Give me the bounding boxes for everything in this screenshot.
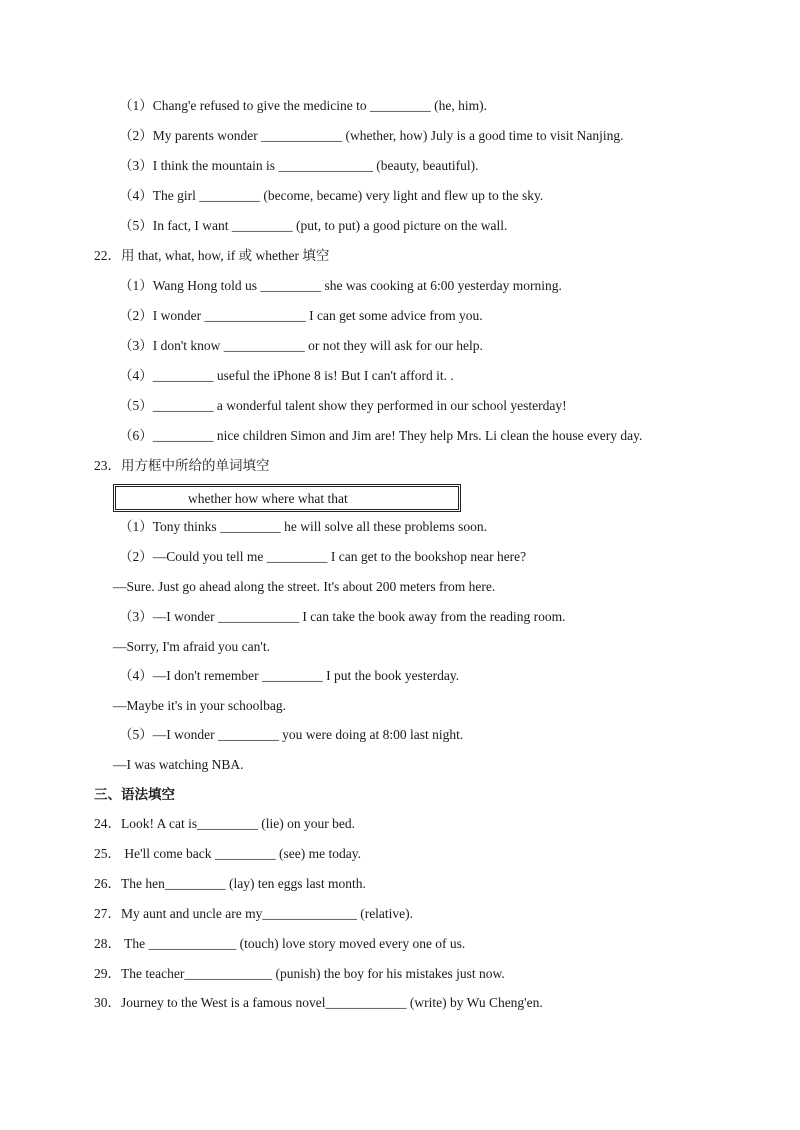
question-line: 28． The _____________ (touch) love story moved every one of us. xyxy=(94,936,466,951)
word-bank-box xyxy=(113,484,461,512)
question-line: （2）I wonder _______________ I can get some advice from you. xyxy=(119,308,483,323)
question-line: （4）The girl _________ (become, became) very light and flew up to the sky. xyxy=(119,188,544,203)
question-line: 26．The hen_________ (lay) ten eggs last month. xyxy=(94,876,366,891)
word-bank-words: whether how where what that xyxy=(188,491,348,506)
question-line: （3）I don't know ____________ or not they will ask for our help. xyxy=(119,338,483,353)
question-line: —Sure. Just go ahead along the street. It's about 200 meters from here. xyxy=(113,579,496,594)
question-line: 29．The teacher_____________ (punish) the boy for his mistakes just now. xyxy=(94,966,505,981)
question-line: （5）In fact, I want _________ (put, to put) a good picture on the wall. xyxy=(119,218,508,233)
question-line: （1）Tony thinks _________ he will solve all these problems soon. xyxy=(119,519,488,534)
question-line: （4）_________ useful the iPhone 8 is! But I can't afford it. . xyxy=(119,368,454,383)
question-line: （4）—I don't remember _________ I put the book yesterday. xyxy=(119,668,460,683)
question-line: 25． He'll come back _________ (see) me today. xyxy=(94,846,361,861)
question-line: —I was watching NBA. xyxy=(113,757,244,772)
question-line: —Sorry, I'm afraid you can't. xyxy=(113,639,270,654)
question-line: 22．用 that, what, how, if 或 whether 填空 xyxy=(94,248,330,263)
question-line: 27．My aunt and uncle are my______________ (relative). xyxy=(94,906,414,921)
question-line: （2）—Could you tell me _________ I can get to the bookshop near here? xyxy=(119,549,527,564)
question-line: 30．Journey to the West is a famous novel____________ (write) by Wu Cheng'en. xyxy=(94,995,543,1010)
question-line: （5）—I wonder _________ you were doing at 8:00 last night. xyxy=(119,727,464,742)
question-line: 24．Look! A cat is_________ (lie) on your bed. xyxy=(94,816,355,831)
question-line: （3）—I wonder ____________ I can take the book away from the reading room. xyxy=(119,609,566,624)
question-line: （6）_________ nice children Simon and Jim are! They help Mrs. Li clean the house every day. xyxy=(119,428,643,443)
question-line: （1）Wang Hong told us _________ she was cooking at 6:00 yesterday morning. xyxy=(119,278,562,293)
question-line: （3）I think the mountain is ______________ (beauty, beautiful). xyxy=(119,158,479,173)
question-line: （5）_________ a wonderful talent show they performed in our school yesterday! xyxy=(119,398,567,413)
question-line: （2）My parents wonder ____________ (whether, how) July is a good time to visit Nanjing. xyxy=(119,128,624,143)
question-line: —Maybe it's in your schoolbag. xyxy=(113,698,287,713)
question-line: 23．用方框中所给的单词填空 xyxy=(94,458,270,473)
question-line: （1）Chang'e refused to give the medicine to _________ (he, him). xyxy=(119,98,487,113)
section-heading: 三、语法填空 xyxy=(94,787,175,802)
